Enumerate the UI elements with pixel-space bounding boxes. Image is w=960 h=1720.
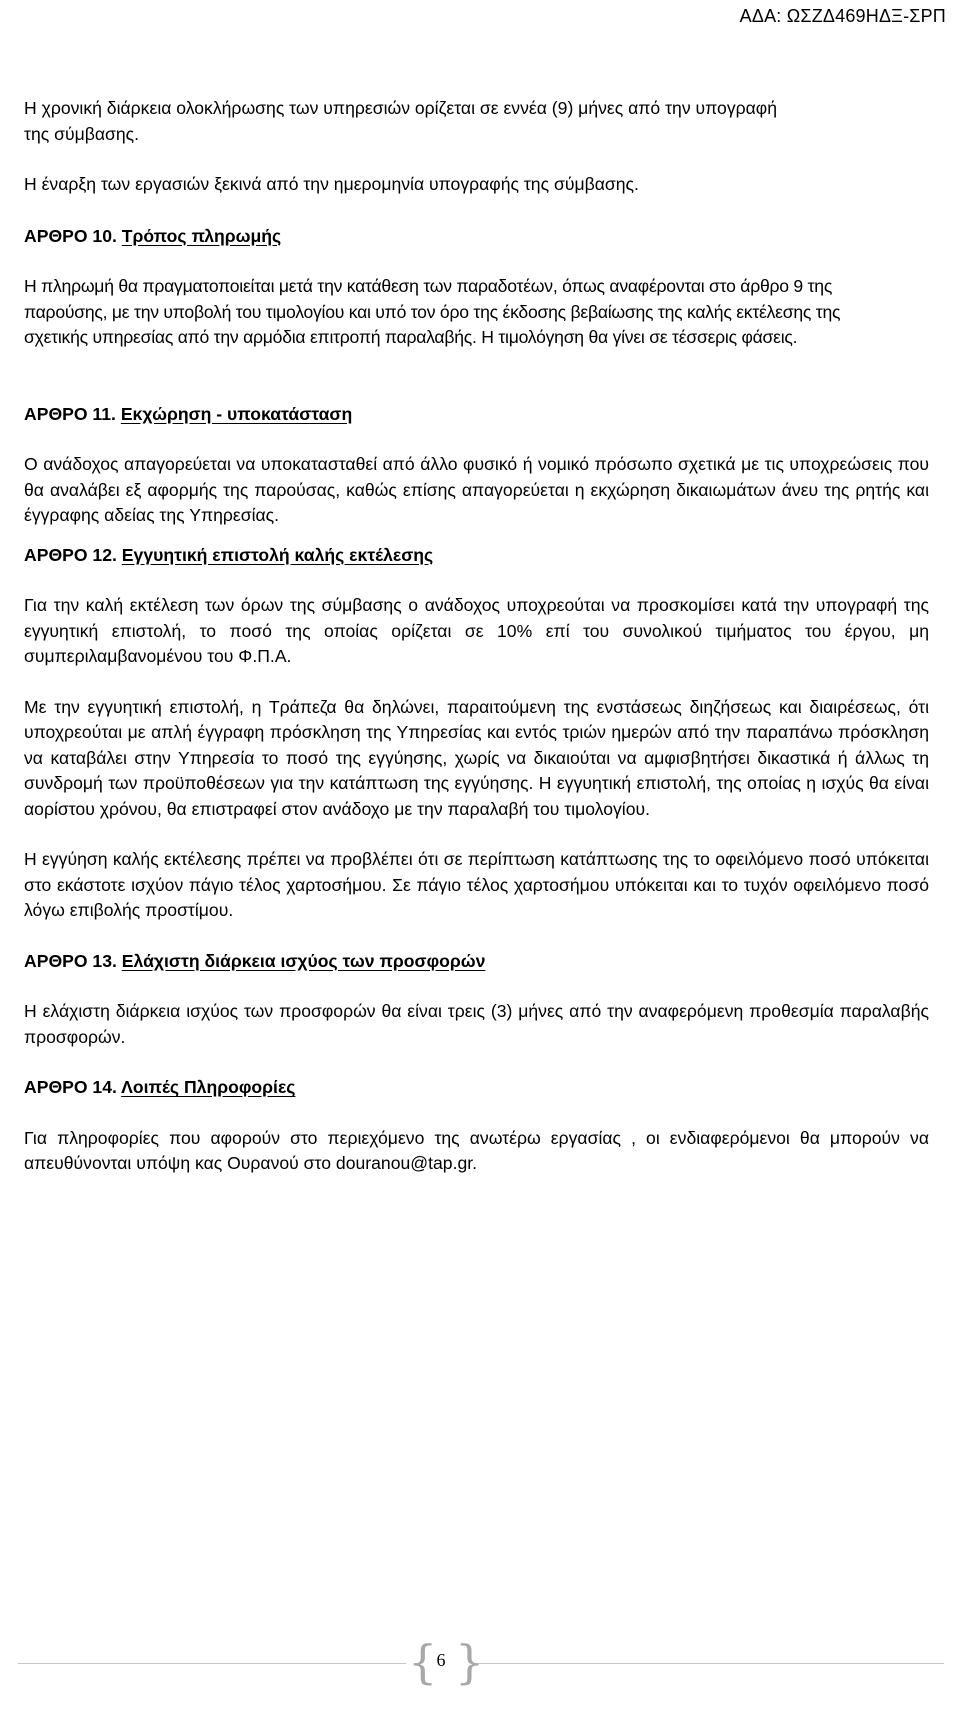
- close-brace-icon: }: [455, 1635, 485, 1689]
- open-brace-icon: {: [408, 1635, 438, 1689]
- article-11-paragraph: Ο ανάδοχος απαγορεύεται να υποκατασταθεί από άλλο φυσικό ή νομικό πρόσωπο σχετικά με τις υποχρεώσεις που θα αναλάβει εξ αφορμής της παρούσας, καθώς επίσης απαγορεύεται η εκχώρηση δικαιωμάτων άνευ της ρητής και έγγραφης αδείας της Υπηρεσίας.: [24, 454, 929, 525]
- article-12-number: ΑΡΘΡΟ 12.: [24, 544, 117, 565]
- page-number: 6: [436, 1650, 446, 1670]
- article-11-heading: [24, 402, 929, 428]
- article-12-paragraph-3: Η εγγύηση καλής εκτέλεσης πρέπει να προβλέπει ότι σε περίπτωση κατάπτωσης της το οφειλόμενο ποσό υπόκειται στο εκάστοτε ισχύον πάγιο τέλος χαρτοσήμου. Σε πάγιο τέλος χαρτοσήμου υπόκειται και το τυχόν οφειλόμενο ποσό λόγω επιβολής προστίμου.: [24, 849, 929, 920]
- article-14-heading: [24, 1075, 929, 1101]
- document-body: [24, 96, 929, 1177]
- document-id: ΑΔΑ: ΩΣΖΔ469ΗΔΞ-ΣΡΠ: [739, 6, 946, 26]
- article-11-title: Εκχώρηση - υποκατάσταση: [120, 403, 353, 424]
- article-14-number: ΑΡΘΡΟ 14.: [24, 1077, 117, 1097]
- article-13-heading: [24, 949, 929, 975]
- article-14-paragraph: Για πληροφορίες που αφορούν στο περιεχόμενο της ανωτέρω εργασίας , οι ενδιαφερόμενοι θα μπορούν να απευθύνονται υπόψη κας Ουρανού στο douranou@tap.gr.: [24, 1127, 929, 1173]
- article-13-paragraph: Η ελάχιστη διάρκεια ισχύος των προσφορών θα είναι τρεις (3) μήνες από την αναφερόμενη προθεσμία παραλαβής προσφορών.: [24, 1001, 929, 1047]
- duration-paragraph: Η χρονική διάρκεια ολοκλήρωσης των υπηρεσιών ορίζεται σε εννέα (9) μήνες από την υπογραφή της σύμβασης.: [24, 98, 777, 144]
- article-12-title: Εγγυητική επιστολή καλής εκτέλεσης: [121, 544, 434, 565]
- footer-rule-right: [478, 1663, 944, 1664]
- footer-rule-left: [18, 1663, 406, 1664]
- article-10-number: ΑΡΘΡΟ 10.: [24, 225, 117, 246]
- article-13-title: Ελάχιστη διάρκεια ισχύος των προσφορών: [121, 950, 486, 971]
- article-11-number: ΑΡΘΡΟ 11.: [24, 403, 116, 424]
- article-13-number: ΑΡΘΡΟ 13.: [24, 950, 117, 971]
- article-10-heading: [24, 224, 929, 250]
- article-12-heading: [24, 543, 929, 569]
- article-14-title: Λοιπές Πληροφορίες: [121, 1077, 296, 1097]
- article-12-paragraph-2: Με την εγγυητική επιστολή, η Τράπεζα θα δηλώνει, παραιτούμενη της ενστάσεως διηζήσεως και διαιρέσεως, ότι υποχρεούται με απλή έγγραφη πρόσκληση της Υπηρεσίας και εντός τριών ημερών από την παραπάνω πρόσκληση να καταβάλει στην Υπηρεσία το ποσό της εγγύησης, χωρίς να δικαιούται να αμφισβητήσει δικαστικά ή άλλως τη συνδρομή των προϋποθέσεων για την κατάπτωση της εγγύησης. Η εγγυητική επιστολή, της οποίας η ισχύς θα είναι αορίστου χρόνου, θα επιστραφεί στον ανάδοχο με την παραλαβή του τιμολογίου.: [24, 696, 929, 819]
- article-10-paragraph: Η πληρωμή θα πραγματοποιείται μετά την κατάθεση των παραδοτέων, όπως αναφέρονται στο άρθρο 9 της παρούσης, με την υποβολή του τιμολογίου και υπό τον όρο της έκδοσης βεβαίωσης της καλής εκτέλεσης της σχετικής υπηρεσίας από την αρμόδια επιτροπή παραλαβής. Η τιμολόγηση θα γίνει σε τέσσερις φάσεις.: [24, 276, 841, 347]
- page-footer: [0, 1634, 960, 1694]
- article-10-title: Τρόπος πληρωμής: [121, 225, 282, 246]
- start-paragraph: Η έναρξη των εργασιών ξεκινά από την ημερομηνία υπογραφής της σύμβασης.: [24, 174, 639, 194]
- article-12-paragraph-1: Για την καλή εκτέλεση των όρων της σύμβασης ο ανάδοχος υποχρεούται να προσκομίσει κατά την υπογραφή της εγγυητική επιστολή, το ποσό της οποίας ορίζεται σε 10% επί του συνολικού τιμήματος του έργου, μη συμπεριλαμβανομένου του Φ.Π.Α.: [24, 595, 929, 666]
